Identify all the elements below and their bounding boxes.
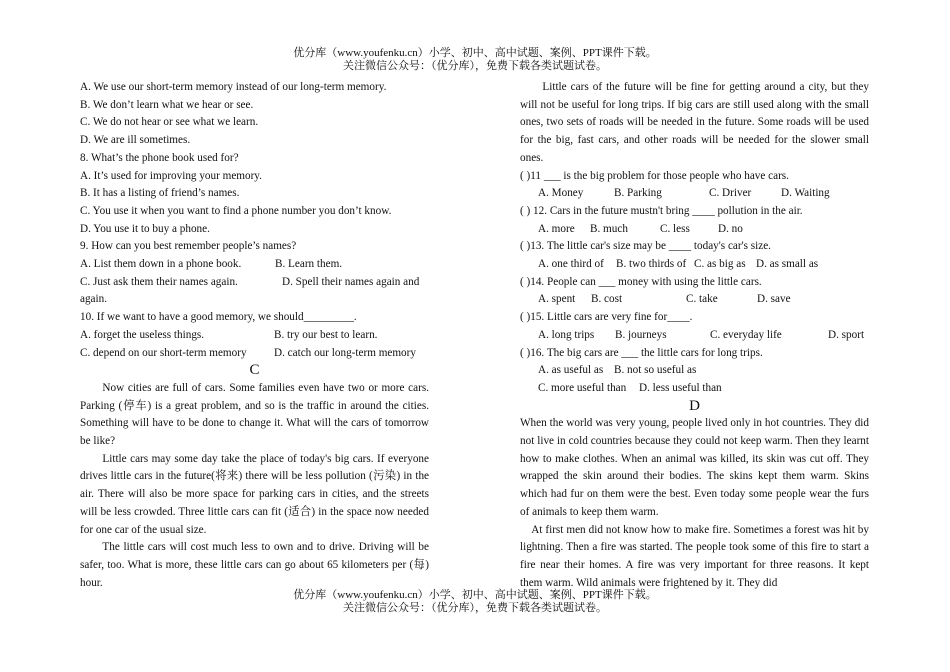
q14-option-a: A. spent [538,293,576,306]
q12-stem: ( ) 12. Cars in the future mustn't bring ____ pollution in the air. [520,204,803,217]
header-line-1: 优分库（www.youfenku.cn）小学、初中、高中试题、案例、PPT课件下载。 [293,47,657,59]
q16-options-row-2 [520,380,869,398]
q15-option-b: B. journeys [615,328,667,341]
q9-option-d: D. Spell their names again and [282,275,420,288]
section-c-heading: C [249,362,260,379]
q8-stem: 8. What’s the phone book used for? [80,151,239,164]
q13-option-b: B. two thirds of [616,258,687,271]
q12-options [520,221,869,239]
footer-line-2: 关注微信公众号：（优分库），免费下载各类试题试卷。 [343,602,607,614]
q9-option-a: A. List them down in a phone book. [80,258,242,271]
q10-option-d: D. catch our long-term memory [274,346,416,359]
q13-option-a: A. one third of [538,258,604,271]
q16-options-row-1 [520,362,869,380]
q10-options-row-1 [80,327,429,345]
q14-stem: ( )14. People can ___ money with using the little cars. [520,275,762,288]
q11-option-d: D. Waiting [781,187,830,200]
q9-options-row-1 [80,256,429,274]
q16-option-c: C. more useful than [538,381,627,394]
passage-c-paragraph-1: Now cities are full of cars. Some families even have two or more cars. Parking (停车) is a great problem, and so is the traffic in around the cities. Something will have to be done to change it. What will the cars of tomorrow be like? [80,381,429,448]
q7-option-d: D. We are ill sometimes. [80,134,191,147]
q10-stem: 10. If we want to have a good memory, we should_________. [80,311,357,324]
q16-stem: ( )16. The big cars are ___ the little cars for long trips. [520,346,763,359]
footer-line-1: 优分库（www.youfenku.cn）小学、初中、高中试题、案例、PPT课件下载。 [293,589,657,601]
q12-option-c: C. less [660,222,690,235]
q9-options-row-2 [80,274,429,292]
left-column [80,79,429,592]
q16-option-b: B. not so useful as [614,364,697,377]
passage-d-paragraph-2: At first men did not know how to make fire. Sometimes a forest was hit by lightning. Then a fire was started. The people took some of this fire to start a fire near their homes. A fire was very important for three reasons. It kept them warm. Wild animals were frightened by it. They did [520,523,869,589]
q16-option-a: A. as useful as [538,364,604,377]
right-column [520,79,869,592]
passage-c-paragraph-4: Little cars of the future will be fine for getting around a city, but they will not be useful for long trips. If big cars are still used along with the small ones, two sets of roads will be needed in the future. Some roads will be used for the big, fast cars, and other roads will be needed for the slower small ones. [520,81,869,164]
q8-option-d: D. You use it to buy a phone. [80,222,210,235]
q15-option-a: A. long trips [538,328,595,341]
q11-option-a: A. Money [538,187,584,200]
q10-option-c: C. depend on our short-term memory [80,346,247,359]
q12-option-a: A. more [538,222,575,235]
q14-options [520,291,869,309]
passage-d-paragraph-1: When the world was very young, people lived only in hot countries. They did not live in cold countries because they could not keep warm. Then they learnt how to make clothes. When an animal was killed, its skin was cut off. They wrapped the skin around their bodies. The skins kept them warm. Skins which had fur on them were the best. Even today some people wear the furs of animals to keep them warm. [520,417,869,518]
q8-option-c: C. You use it when you want to find a phone number you don’t know. [80,204,392,217]
passage-c-paragraph-3: The little cars will cost much less to own and to drive. Driving will be safer, too. What is more, these little cars can go about 65 kilometers per (每) hour. [80,541,429,589]
passage-c-paragraph-2: Little cars may some day take the place of today's big cars. If everyone drives little cars in the future(将来) there will be less pollution (污染) in the air. There will also be more space for parking cars in cities, and the streets will be less crowded. Three little cars can fit (适合) in the space now needed for one car of the usual size. [80,452,429,536]
q15-option-c: C. everyday life [710,328,782,341]
q14-option-d: D. save [757,293,791,306]
q14-option-b: B. cost [591,293,623,306]
q9-option-d-continued: again. [80,293,108,306]
q7-option-a: A. We use our short-term memory instead of our long-term memory. [80,81,387,93]
q13-option-d: D. as small as [756,258,819,271]
q15-stem: ( )15. Little cars are very fine for____. [520,311,693,324]
q7-option-b: B. We don’t learn what we hear or see. [80,98,254,111]
q14-option-c: C. take [686,293,718,306]
header-line-2: 关注微信公众号：（优分库），免费下载各类试题试卷。 [343,60,607,72]
section-d-heading: D [689,397,700,414]
q11-options [520,185,869,203]
q8-option-b: B. It has a listing of friend’s names. [80,187,240,200]
q10-option-b: B. try our best to learn. [274,328,378,341]
q9-option-b: B. Learn them. [275,258,343,271]
q16-option-d: D. less useful than [639,381,722,394]
q15-option-d: D. sport [828,328,865,341]
q13-options [520,256,869,274]
q9-option-c: C. Just ask them their names again. [80,275,238,288]
page-header [0,47,950,73]
q13-stem: ( )13. The little car's size may be ____ today's car's size. [520,240,771,253]
q7-option-c: C. We do not hear or see what we learn. [80,116,259,129]
q10-options-row-2 [80,345,429,363]
q11-option-b: B. Parking [614,187,662,200]
q13-option-c: C. as big as [694,258,746,271]
page-footer [0,589,950,615]
q15-options [520,327,869,345]
q10-option-a: A. forget the useless things. [80,328,205,341]
q12-option-b: B. much [590,222,628,235]
q11-option-c: C. Driver [709,187,752,200]
q11-stem: ( )11 ___ is the big problem for those people who have cars. [520,169,789,182]
q9-stem: 9. How can you best remember people’s names? [80,240,297,253]
q12-option-d: D. no [718,222,743,235]
q8-option-a: A. It’s used for improving your memory. [80,169,262,182]
